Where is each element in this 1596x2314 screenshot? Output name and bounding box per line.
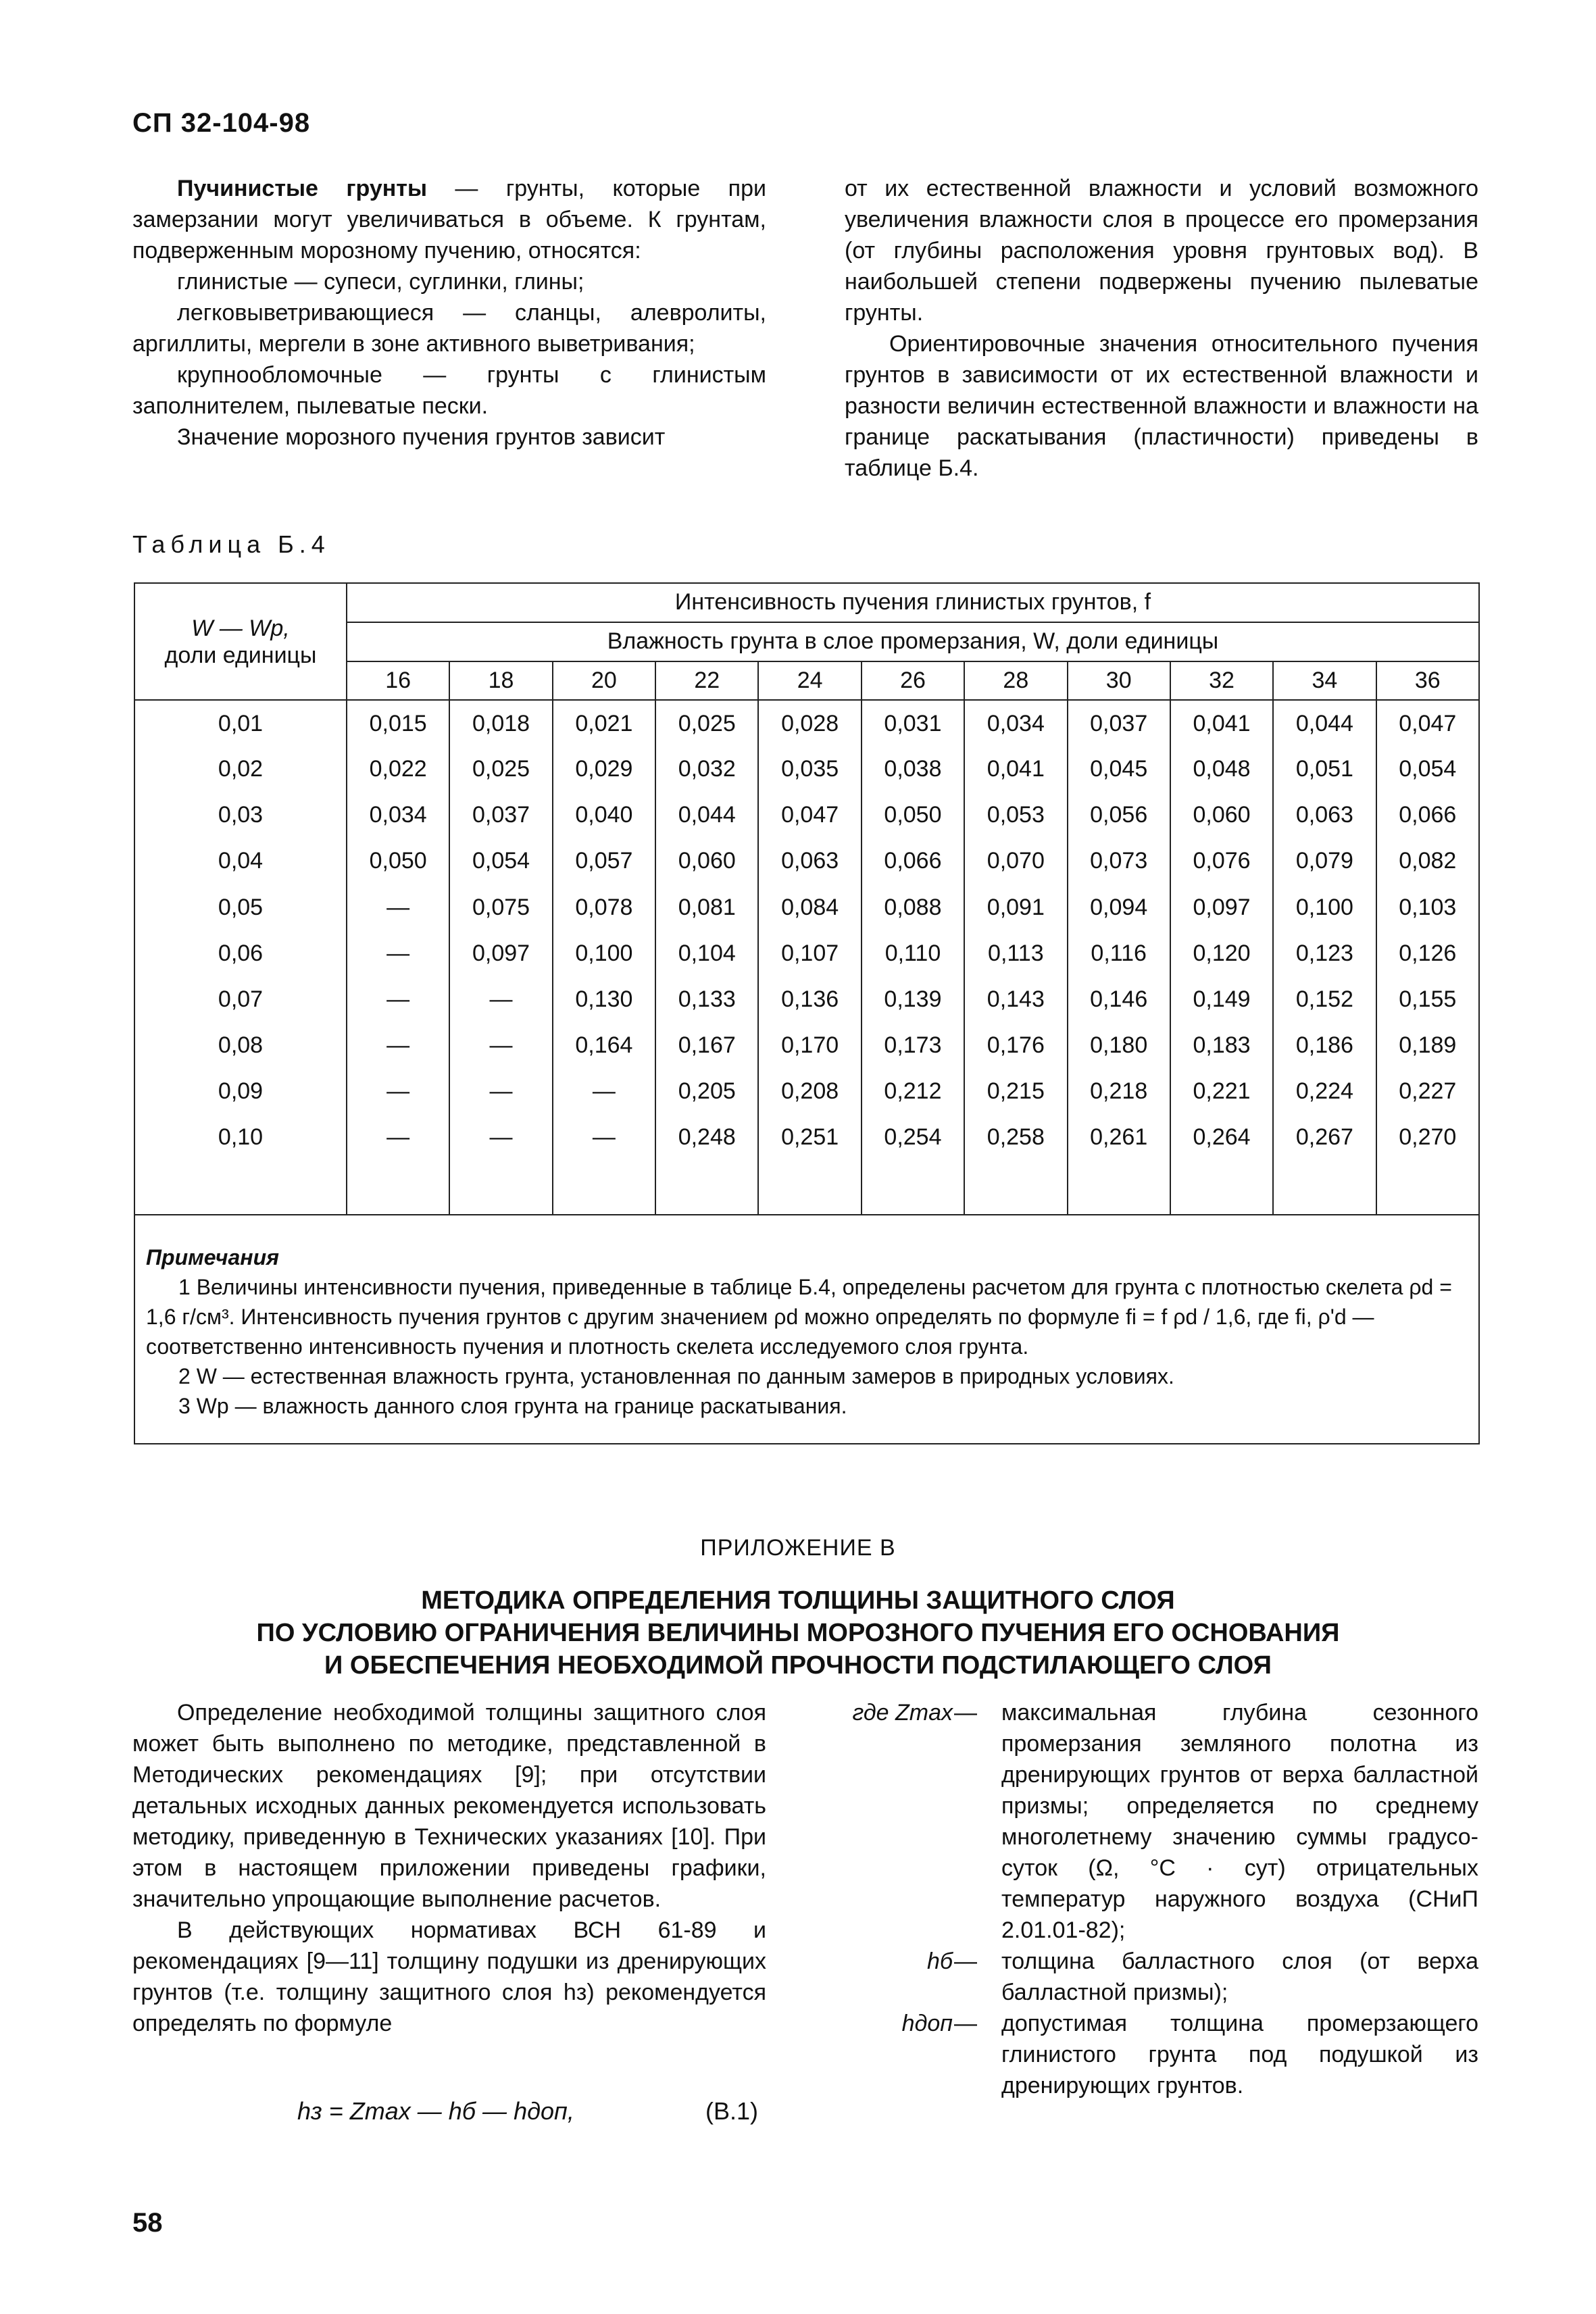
column-header: 20 xyxy=(553,661,655,701)
spacer-cell xyxy=(862,1161,964,1215)
table-cell: 0,133 xyxy=(655,976,758,1022)
table-cell: 0,113 xyxy=(964,930,1067,976)
table-cell: 0,076 xyxy=(1170,838,1273,884)
definition-text: допустимая толщина промерзающего глинистого грунта под подушкой из дренирующих грунтов. xyxy=(1001,2011,1478,2098)
table-cell: 0,152 xyxy=(1273,976,1376,1022)
table-cell: 0,078 xyxy=(553,884,655,930)
table-cell: 0,221 xyxy=(1170,1068,1273,1114)
table-cell: 0,107 xyxy=(758,930,861,976)
column-header: 18 xyxy=(449,661,552,701)
intro-paragraph: легковыветривающиеся — сланцы, алевролиты, аргиллиты, мергели в зоне активного выветривания; xyxy=(132,300,766,357)
table-cell: 0,054 xyxy=(449,838,552,884)
row-label: 0,09 xyxy=(134,1068,347,1114)
table-cell: 0,189 xyxy=(1376,1022,1479,1068)
table-cell: 0,048 xyxy=(1170,747,1273,793)
table-cell: 0,028 xyxy=(758,700,861,746)
table-cell: 0,251 xyxy=(758,1115,861,1161)
appendix-left-column xyxy=(132,1697,766,2039)
column-header: 24 xyxy=(758,661,861,701)
intro-paragraph: Пучинистые грунты — грунты, которые при замерзании могут увеличиваться в объеме. К грунтам, подверженным морозному пучению, относятся: xyxy=(132,176,766,263)
spacer-cell xyxy=(347,1161,449,1215)
table-cell: — xyxy=(347,1115,449,1161)
table-cell: 0,044 xyxy=(655,793,758,838)
row-label: 0,05 xyxy=(134,884,347,930)
row-label: 0,01 xyxy=(134,700,347,746)
table-cell: 0,183 xyxy=(1170,1022,1273,1068)
table-cell: 0,044 xyxy=(1273,700,1376,746)
sub-header: Влажность грунта в слое промерзания, W, доли единицы xyxy=(347,622,1479,661)
table-cell: 0,060 xyxy=(655,838,758,884)
table-row xyxy=(134,1022,1479,1068)
table-cell: 0,120 xyxy=(1170,930,1273,976)
table-cell: 0,097 xyxy=(449,930,552,976)
table-cell: 0,143 xyxy=(964,976,1067,1022)
where-definitions xyxy=(845,1697,1478,2101)
table-cell: 0,094 xyxy=(1068,884,1170,930)
table-cell: 0,116 xyxy=(1068,930,1170,976)
table-cell: 0,258 xyxy=(964,1115,1067,1161)
table-cell: — xyxy=(553,1115,655,1161)
definition-symbol: hдоп xyxy=(901,2011,953,2036)
table-cell: 0,180 xyxy=(1068,1022,1170,1068)
table-cell: 0,070 xyxy=(964,838,1067,884)
spacer-cell xyxy=(1068,1161,1170,1215)
table-cell: 0,082 xyxy=(1376,838,1479,884)
table-cell: 0,018 xyxy=(449,700,552,746)
table-cell: 0,103 xyxy=(1376,884,1479,930)
table-cell: 0,025 xyxy=(449,747,552,793)
table-row xyxy=(134,930,1479,976)
definition-symbol: hб xyxy=(926,1948,953,1974)
table-cell: 0,139 xyxy=(862,976,964,1022)
spacer-cell xyxy=(655,1161,758,1215)
table-row xyxy=(134,700,1479,746)
intro-paragraph: Ориентировочные значения относительного пучения грунтов в зависимости от их естественной влажности и разности величин естественной влажности и влажности на границе раскатывания (пластичности) приведены в таблице Б.4. xyxy=(845,331,1478,481)
appendix-title xyxy=(0,1584,1596,1682)
row-label: 0,02 xyxy=(134,747,347,793)
definition-symbol: где Zmax xyxy=(852,1700,953,1726)
spacer-cell xyxy=(553,1161,655,1215)
appendix-title-line: ПО УСЛОВИЮ ОГРАНИЧЕНИЯ ВЕЛИЧИНЫ МОРОЗНОГО ПУЧЕНИЯ ЕГО ОСНОВАНИЯ xyxy=(256,1619,1340,1647)
table-cell: 0,227 xyxy=(1376,1068,1479,1114)
table-cell: 0,029 xyxy=(553,747,655,793)
table-cell: 0,170 xyxy=(758,1022,861,1068)
table-cell: 0,218 xyxy=(1068,1068,1170,1114)
definition-row xyxy=(845,1697,1478,1946)
table-cell: 0,040 xyxy=(553,793,655,838)
notes-cell xyxy=(134,1215,1479,1444)
intro-left-column xyxy=(132,173,766,453)
table-cell: 0,066 xyxy=(862,838,964,884)
table-cell: 0,100 xyxy=(1273,884,1376,930)
table-caption: Таблица Б.4 xyxy=(132,530,330,558)
appendix-label: ПРИЛОЖЕНИЕ В xyxy=(700,1535,896,1561)
row-label: 0,06 xyxy=(134,930,347,976)
formula: hз = Zmax — hб — hдоп, xyxy=(297,2097,574,2125)
table-cell: 0,047 xyxy=(1376,700,1479,746)
table-cell: 0,034 xyxy=(964,700,1067,746)
row-label: 0,07 xyxy=(134,976,347,1022)
spacer-cell xyxy=(758,1161,861,1215)
table-cell: 0,091 xyxy=(964,884,1067,930)
definition-text: толщина балластного слоя (от верха балластной призмы); xyxy=(1001,1948,1478,2005)
table-cell: 0,208 xyxy=(758,1068,861,1114)
definition-dash: — xyxy=(954,1948,977,1974)
spacer-cell xyxy=(449,1161,552,1215)
table-cell: 0,041 xyxy=(1170,700,1273,746)
table-cell: 0,261 xyxy=(1068,1115,1170,1161)
table-cell: 0,130 xyxy=(553,976,655,1022)
table-cell: 0,073 xyxy=(1068,838,1170,884)
spacer-cell xyxy=(1273,1161,1376,1215)
intro-paragraph: глинистые — супеси, суглинки, глины; xyxy=(177,269,584,295)
table-cell: 0,215 xyxy=(964,1068,1067,1114)
row-header-cell xyxy=(134,583,347,700)
table-cell: 0,035 xyxy=(758,747,861,793)
table-cell: 0,212 xyxy=(862,1068,964,1114)
table-cell: — xyxy=(347,930,449,976)
table-cell: — xyxy=(449,1115,552,1161)
column-header: 32 xyxy=(1170,661,1273,701)
table-cell: 0,155 xyxy=(1376,976,1479,1022)
table-cell: 0,045 xyxy=(1068,747,1170,793)
table-cell: 0,060 xyxy=(1170,793,1273,838)
table-cell: 0,110 xyxy=(862,930,964,976)
table-cell: 0,267 xyxy=(1273,1115,1376,1161)
table-cell: 0,224 xyxy=(1273,1068,1376,1114)
table-cell: 0,254 xyxy=(862,1115,964,1161)
note-item: 3 Wp — влажность данного слоя грунта на границе раскатывания. xyxy=(178,1393,847,1418)
row-header-formula: W — Wp, xyxy=(191,615,290,641)
table-cell: — xyxy=(553,1068,655,1114)
row-label: 0,08 xyxy=(134,1022,347,1068)
note-item: 1 Величины интенсивности пучения, приведенные в таблице Б.4, определены расчетом для грунта с плотностью скелета ρd = 1,6 г/см³. Интенсивность пучения грунтов с другим значением ρd можно определять по формуле fi = f ρd / 1,6, где fi, ρ'd — соответственно интенсивность пучения и плотность скелета исследуемого слоя грунта. xyxy=(146,1274,1452,1359)
intro-paragraph: крупнообломочные — грунты с глинистым заполнителем, пылеватые пески. xyxy=(132,362,766,419)
table-cell: 0,032 xyxy=(655,747,758,793)
table-cell: 0,037 xyxy=(449,793,552,838)
table-cell: 0,084 xyxy=(758,884,861,930)
table-cell: 0,079 xyxy=(1273,838,1376,884)
table-cell: 0,075 xyxy=(449,884,552,930)
table-cell: 0,031 xyxy=(862,700,964,746)
table-cell: 0,149 xyxy=(1170,976,1273,1022)
page-number: 58 xyxy=(132,2208,163,2238)
frost-heave-table xyxy=(134,582,1480,1444)
table-cell: 0,047 xyxy=(758,793,861,838)
table-cell: 0,136 xyxy=(758,976,861,1022)
table-row xyxy=(134,1115,1479,1161)
document-code: СП 32-104-98 xyxy=(132,108,311,138)
row-header-units: доли единицы xyxy=(164,642,317,668)
table-cell: 0,173 xyxy=(862,1022,964,1068)
spacer-cell xyxy=(964,1161,1067,1215)
table-cell: 0,100 xyxy=(553,930,655,976)
note-item: 2 W — естественная влажность грунта, установленная по данным замеров в природных условиях. xyxy=(178,1363,1174,1388)
table-cell: 0,022 xyxy=(347,747,449,793)
table-cell: — xyxy=(347,884,449,930)
table-cell: — xyxy=(449,976,552,1022)
column-header: 16 xyxy=(347,661,449,701)
table-cell: 0,270 xyxy=(1376,1115,1479,1161)
table-cell: 0,066 xyxy=(1376,793,1479,838)
definition-row xyxy=(845,2008,1478,2101)
column-header: 26 xyxy=(862,661,964,701)
table-cell: 0,038 xyxy=(862,747,964,793)
appendix-paragraph: Определение необходимой толщины защитного слоя может быть выполнено по методике, представленной в Методических рекомендациях [9]; при отсутствии детальных исходных данных рекомендуется использовать методику, приведенную в Технических указаниях [10]. При этом в настоящем приложении приведены графики, значительно упрощающие выполнение расчетов. xyxy=(132,1700,766,1912)
table-cell: — xyxy=(449,1022,552,1068)
column-header: 30 xyxy=(1068,661,1170,701)
table-cell: 0,053 xyxy=(964,793,1067,838)
spacer-cell xyxy=(1170,1161,1273,1215)
appendix-paragraph: В действующих нормативах ВСН 61-89 и рекомендациях [9—11] толщину подушки из дренирующих грунтов (т.е. толщину защитного слоя hз) рекомендуется определять по формуле xyxy=(132,1917,766,2036)
table-cell: 0,051 xyxy=(1273,747,1376,793)
table-row xyxy=(134,793,1479,838)
definition-text: максимальная глубина сезонного промерзания земляного полотна из дренирующих грунтов от верха балластной призмы; определяется по среднему многолетнему значению суммы градусо-суток (Ω, °С · сут) отрицательных температур наружного воздуха (СНиП 2.01.01-82); xyxy=(1001,1700,1478,1943)
table-cell: 0,126 xyxy=(1376,930,1479,976)
column-header: 28 xyxy=(964,661,1067,701)
intro-paragraph: Значение морозного пучения грунтов зависит xyxy=(177,424,666,450)
table-cell: 0,248 xyxy=(655,1115,758,1161)
row-label: 0,04 xyxy=(134,838,347,884)
table-cell: 0,025 xyxy=(655,700,758,746)
table-cell: 0,104 xyxy=(655,930,758,976)
definition-dash: — xyxy=(954,2011,977,2036)
table-cell: — xyxy=(347,1022,449,1068)
row-label: 0,03 xyxy=(134,793,347,838)
table-cell: 0,081 xyxy=(655,884,758,930)
table-cell: 0,015 xyxy=(347,700,449,746)
definition-dash: — xyxy=(954,1700,977,1726)
table-cell: 0,205 xyxy=(655,1068,758,1114)
table-cell: 0,056 xyxy=(1068,793,1170,838)
notes-title: Примечания xyxy=(146,1244,279,1269)
table-row xyxy=(134,884,1479,930)
table-cell: 0,063 xyxy=(1273,793,1376,838)
table-row xyxy=(134,838,1479,884)
appendix-title-line: МЕТОДИКА ОПРЕДЕЛЕНИЯ ТОЛЩИНЫ ЗАЩИТНОГО СЛОЯ xyxy=(421,1586,1175,1615)
column-header: 34 xyxy=(1273,661,1376,701)
table-cell: 0,146 xyxy=(1068,976,1170,1022)
table-cell: 0,097 xyxy=(1170,884,1273,930)
table-cell: 0,050 xyxy=(862,793,964,838)
table-cell: 0,123 xyxy=(1273,930,1376,976)
column-header: 22 xyxy=(655,661,758,701)
definition-row xyxy=(845,1946,1478,2008)
table-cell: 0,063 xyxy=(758,838,861,884)
formula-number: (В.1) xyxy=(705,2097,759,2125)
table-body xyxy=(134,700,1479,1160)
group-header: Интенсивность пучения глинистых грунтов, f xyxy=(347,583,1479,622)
table-cell: 0,034 xyxy=(347,793,449,838)
table-cell: 0,186 xyxy=(1273,1022,1376,1068)
table-cell: 0,021 xyxy=(553,700,655,746)
table-cell: — xyxy=(347,976,449,1022)
table-cell: 0,050 xyxy=(347,838,449,884)
table-cell: 0,057 xyxy=(553,838,655,884)
table-cell: — xyxy=(347,1068,449,1114)
table-cell: 0,164 xyxy=(553,1022,655,1068)
intro-right-column xyxy=(845,173,1478,484)
spacer-cell xyxy=(1376,1161,1479,1215)
table-cell: 0,054 xyxy=(1376,747,1479,793)
intro-paragraph: от их естественной влажности и условий возможного увеличения влажности слоя в процессе его промерзания (от глубины расположения уровня грунтовых вод). В наибольшей степени подвержены пучению пылеватые грунты. xyxy=(845,176,1478,326)
spacer-cell xyxy=(134,1161,347,1215)
table-cell: 0,088 xyxy=(862,884,964,930)
appendix-title-line: И ОБЕСПЕЧЕНИЯ НЕОБХОДИМОЙ ПРОЧНОСТИ ПОДСТИЛАЮЩЕГО СЛОЯ xyxy=(324,1651,1272,1680)
table-row xyxy=(134,1068,1479,1114)
table-cell: 0,041 xyxy=(964,747,1067,793)
table-cell: 0,037 xyxy=(1068,700,1170,746)
row-label: 0,10 xyxy=(134,1115,347,1161)
column-header: 36 xyxy=(1376,661,1479,701)
table-cell: — xyxy=(449,1068,552,1114)
table-cell: 0,167 xyxy=(655,1022,758,1068)
table-cell: 0,264 xyxy=(1170,1115,1273,1161)
table-cell: 0,176 xyxy=(964,1022,1067,1068)
table-row xyxy=(134,976,1479,1022)
table-row xyxy=(134,747,1479,793)
